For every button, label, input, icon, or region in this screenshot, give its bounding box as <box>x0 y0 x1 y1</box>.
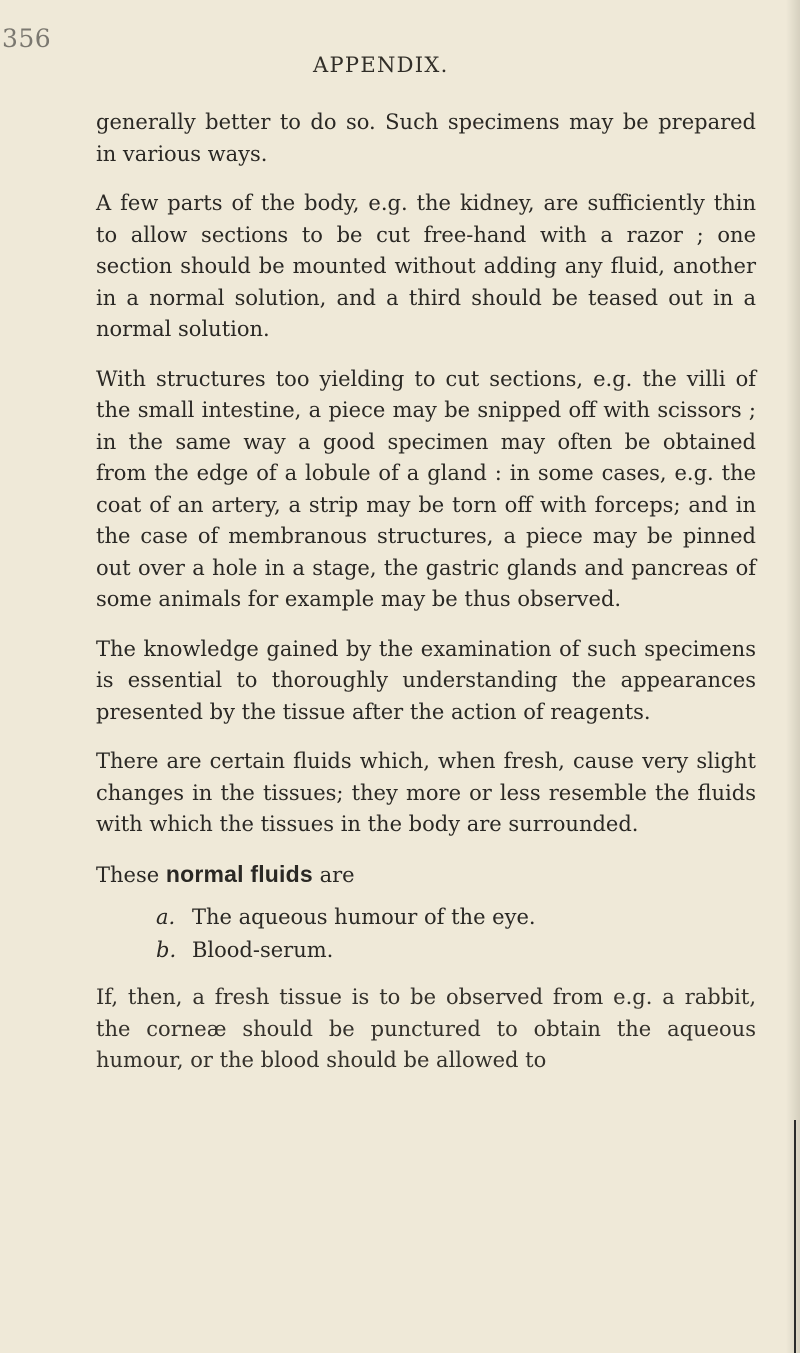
normal-fluids-list <box>96 901 756 967</box>
list-item-marker: a. <box>156 905 176 929</box>
paragraph-fresh-tissue: If, then, a fresh tissue is to be observed from e.g. a rabbit, the corneæ should be punctured to obtain the aqueous humour, or the blood should be allowed to <box>96 985 756 1072</box>
paragraph-yielding-structures: With structures too yielding to cut sections, e.g. the villi of the small intestine, a piece may be snipped off with scissors ; in the same way a good specimen may often be obtained from the edge of a lobule of a gland : in some cases, e.g. the coat of an artery, a strip may be torn off with forceps; and in the case of membranous structures, a piece may be pinned out over a hole in a stage, the gastric glands and pancreas of some animals for example may be thus observed. <box>96 366 756 611</box>
page-edge-line <box>794 1120 796 1353</box>
normal-fluids-heading <box>96 859 756 892</box>
running-head: APPENDIX. <box>313 53 449 77</box>
page-number: 356 <box>2 24 52 53</box>
paragraph-preparation: generally better to do so. Such specimens may be prepared in various ways. <box>96 110 756 166</box>
paragraph-thin-parts: A few parts of the body, e.g. the kidney, are sufficiently thin to allow sections to be cut free-hand with a razor ; one section should be mounted without adding any fluid, another in a normal solution, and a third should be teased out in a normal solution. <box>96 191 756 341</box>
list-item-text: Blood-serum. <box>192 938 334 962</box>
list-item-text: The aqueous humour of the eye. <box>192 905 536 929</box>
list-item <box>96 901 756 934</box>
paragraph-certain-fluids: There are certain fluids which, when fresh, cause very slight changes in the tissues; they more or less resemble the fluids with which the tissues in the body are surrounded. <box>96 749 756 836</box>
page-body <box>96 107 756 1095</box>
list-item <box>96 934 756 967</box>
normal-fluids-emphasis: normal fluids <box>165 860 313 887</box>
normal-fluids-lead: These <box>96 862 160 887</box>
list-item-marker: b. <box>156 938 177 962</box>
paragraph-knowledge: The knowledge gained by the examination of such specimens is essential to thoroughly understanding the appearances presented by the tissue after the action of reagents. <box>96 636 756 724</box>
page-edge-shade <box>786 0 800 1353</box>
normal-fluids-tail: are <box>319 862 355 887</box>
